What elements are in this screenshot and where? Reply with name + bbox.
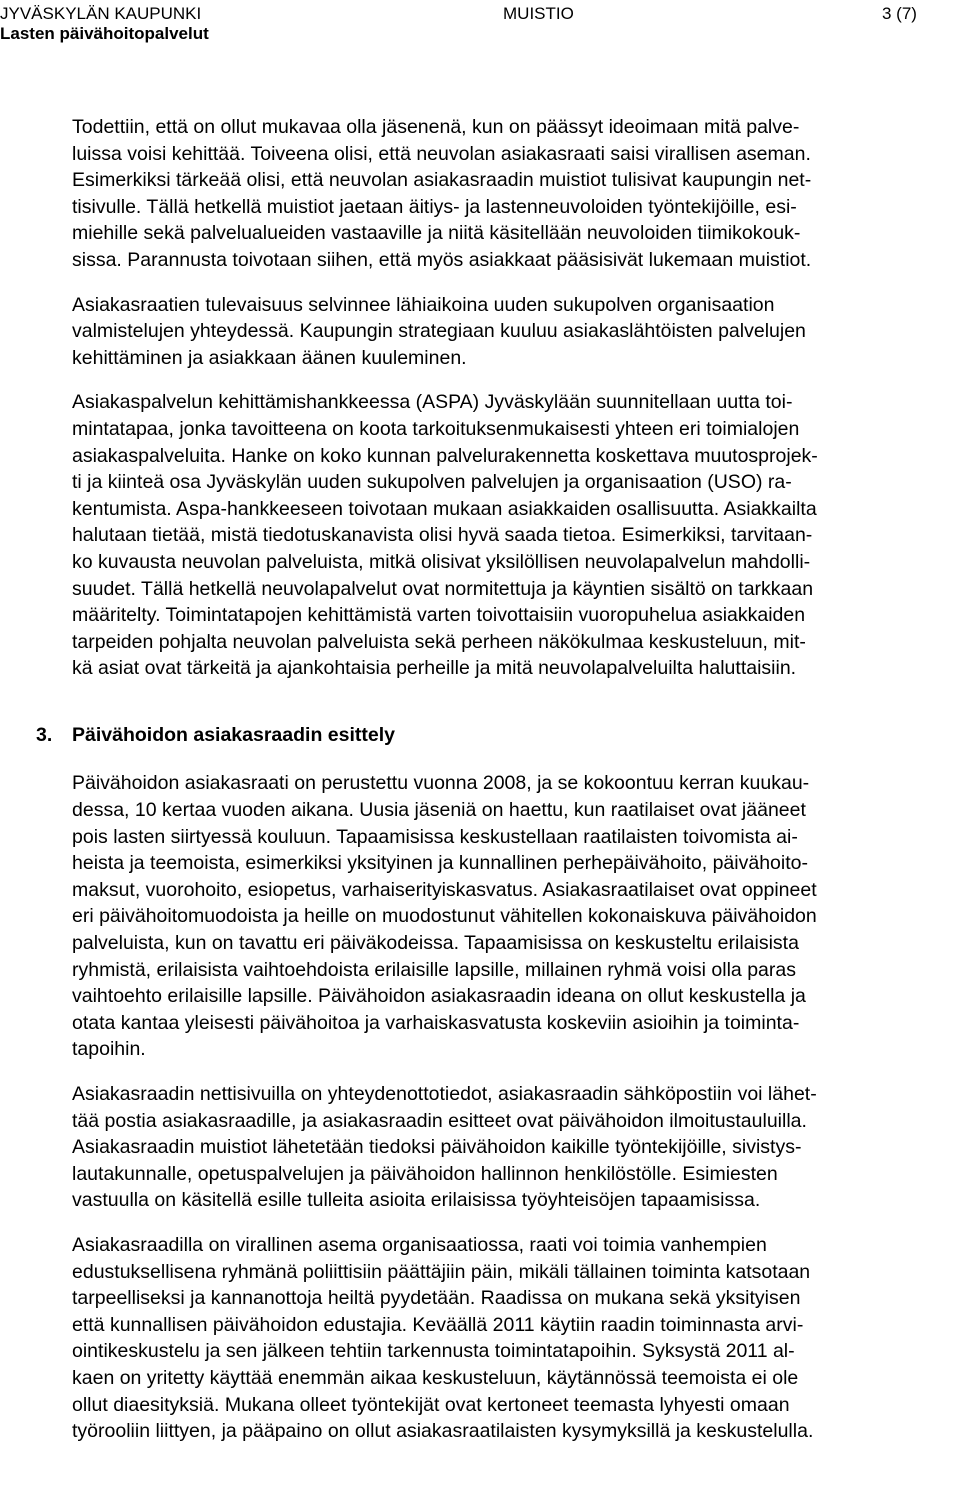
text-line: edustuksellisena ryhmänä poliittisiin päättäjiin päin, mikäli tällainen toiminta katsotaan [72,1260,811,1283]
text-line: ollut diaesityksiä. Mukana olleet työntekijät ovat kertoneet teemasta lyhyesti omaan [72,1393,790,1416]
text-line: dessa, 10 kertaa vuoden aikana. Uusia jäseniä on haettu, kun raatilaiset ovat jääneet [72,799,806,822]
text-line: kentumista. Aspa-hankkeeseen toivotaan mukaan asiakkaiden osallisuutta. Asiakkailta [72,497,817,520]
text-line: tisivulle. Tällä hetkellä muistiot jaetaan äitiys- ja lastenneuvoloiden työntekijöille, esi- [72,195,797,218]
text-line: maksut, vuorohoito, esiopetus, varhaiserityiskasvatus. Asiakasraatilaiset ovat oppineet [72,878,817,901]
text-line: pois lasten siirtyessä kouluun. Tapaamisissa keskustellaan raatilaisten toivomista ai- [72,825,798,848]
text-line: heista ja teemoista, esimerkiksi yksityinen ja kunnallinen perhepäivähoito, päivähoito- [72,852,808,875]
text-line: otata kantaa yleisesti päivähoitoa ja varhaiskasvatusta koskeviin asioihin ja toiminta- [72,1011,800,1034]
text-line: Asiakaspalvelun kehittämishankkeessa (ASPA) Jyväskylään suunnitellaan uutta toi- [72,391,793,414]
paragraph [72,114,958,274]
text-line: Asiakasraatien tulevaisuus selvinnee lähiaikoina uuden sukupolven organisaation [72,293,775,316]
paragraphs-after [72,770,958,1444]
text-line: ryhmistä, erilaisista vaihtoehdoista erilaisille lapsille, millainen ryhmä voisi olla paras [72,958,796,981]
text-line: sissa. Parannusta toivotaan siihen, että myös asiakkaat pääsisivät lukemaan muistiot. [72,248,812,271]
paragraph [72,1232,958,1445]
text-line: miehille sekä palvelualueiden vastaaville ja niitä käsitellään neuvoloiden tiimikokouk- [72,222,801,245]
organization-name: JYVÄSKYLÄN KAUPUNKI [0,4,202,23]
text-line: tää postia asiakasraadille, ja asiakasraadin esitteet ovat päivähoidon ilmoitustauluilla. [72,1109,807,1132]
section-heading [36,722,958,749]
text-line: kä asiat ovat tärkeitä ja ajankohtaisia perheille ja mitä neuvolapalveluilta haluttaisiin. [72,657,797,680]
text-line: eri päivähoitomuodoista ja heille on muodostunut vähitellen kokonaiskuva päivähoidon [72,905,817,928]
text-line: että kunnallisen päivähoidon edustajia. Keväällä 2011 käytiin raadin toiminnasta arvi- [72,1313,804,1336]
text-line: palveluista, kun on tavattu eri päiväkodeissa. Tapaamisissa on keskusteltu erilaisista [72,932,799,955]
text-line: Päivähoidon asiakasraati on perustettu vuonna 2008, ja se kokoontuu kerran kuukau- [72,772,810,795]
document-body [36,114,958,1445]
paragraphs-before [72,114,958,682]
text-line: tapoihin. [72,1038,146,1061]
text-line: vastuulla on käsitellä esille tulleita asioita erilaisissa työyhteisöjen tapaamisissa. [72,1189,761,1212]
text-line: Asiakasraadin nettisivuilla on yhteydenottotiedot, asiakasraadin sähköpostiin voi lähet- [72,1083,817,1105]
text-line: halutaan tietää, mistä tiedotuskanavista olisi hyvä saada tietoa. Esimerkiksi, tarvitaan- [72,524,813,547]
text-line: tarpeelliseksi ja kannanottoja heiltä pyydetään. Raadissa on mukana sekä yksityisen [72,1287,801,1310]
paragraph [72,770,958,1063]
text-line: kaen on yritetty käyttää enemmän aikaa keskusteluun, käytännössä teemoista ei ole [72,1366,799,1389]
text-line: Asiakasraadilla on virallinen asema organisaatiossa, raati voi toimia vanhempien [72,1233,767,1256]
department-name: Lasten päivähoitopalvelut [0,24,209,43]
text-line: määritelty. Toimintatapojen kehittämistä varten toivottaisiin vuoropuhelua asiakkaiden [72,604,806,627]
section-number: 3. [36,723,53,746]
text-line: tarpeiden pohjalta neuvolan palveluista sekä perheen näkökulmaa keskusteluun, mit- [72,630,806,653]
text-line: lautakunnalle, opetuspalvelujen ja päivähoidon hallinnon henkilöstölle. Esimiesten [72,1162,778,1185]
text-line: kehittäminen ja asiakkaan äänen kuuleminen. [72,346,467,369]
page-number: 3 (7) [882,4,917,23]
text-line: ti ja kiinteä osa Jyväskylän uuden sukupolven palvelujen ja organisaation (USO) ra- [72,471,792,494]
text-line: ko kuvausta neuvolan palveluista, mitkä olisivat yksilöllisen neuvolapalvelun mahdolli- [72,550,811,573]
text-line: Esimerkiksi tärkeää olisi, että neuvolan asiakasraadin muistiot tulisivat kaupungin net- [72,169,812,192]
text-line: asiakaspalveluita. Hanke on koko kunnan palvelurakennetta koskettava muutosprojek- [72,444,818,467]
document-type: MUISTIO [503,4,574,23]
text-line: mintatapaa, jonka tavoitteena on koota tarkoituksenmukaisesti yhteen eri toimialojen [72,417,800,440]
paragraph [72,389,958,682]
text-line: Todettiin, että on ollut mukavaa olla jäsenenä, kun on päässyt ideoimaan mitä palve- [72,116,800,138]
section-title: Päivähoidon asiakasraadin esittely [72,723,395,746]
text-line: suudet. Tällä hetkellä neuvolapalvelut ovat normitettuja ja käyntien sisältö on tarkkaan [72,577,814,600]
text-line: ointikeskustelu ja sen jälkeen tehtiin tarkennusta toimintatapoihin. Syksystä 2011 al- [72,1340,795,1363]
paragraph [72,292,958,372]
text-line: valmistelujen yhteydessä. Kaupungin strategiaan kuuluu asiakaslähtöisten palvelujen [72,320,806,343]
text-line: Asiakasraadin muistiot lähetetään tiedoksi päivähoidon kaikille työntekijöille, sivistys- [72,1136,802,1159]
text-line: työrooliin liittyen, ja pääpaino on ollut asiakasraatilaisten kysymyksillä ja keskustelulla. [72,1420,814,1443]
text-line: vaihtoehto erilaisille lapsille. Päivähoidon asiakasraadin ideana on ollut keskustella ja [72,985,806,1008]
paragraph [72,1081,958,1214]
text-line: luissa voisi kehittää. Toiveena olisi, että neuvolan asiakasraati saisi virallisen aseman. [72,142,811,165]
